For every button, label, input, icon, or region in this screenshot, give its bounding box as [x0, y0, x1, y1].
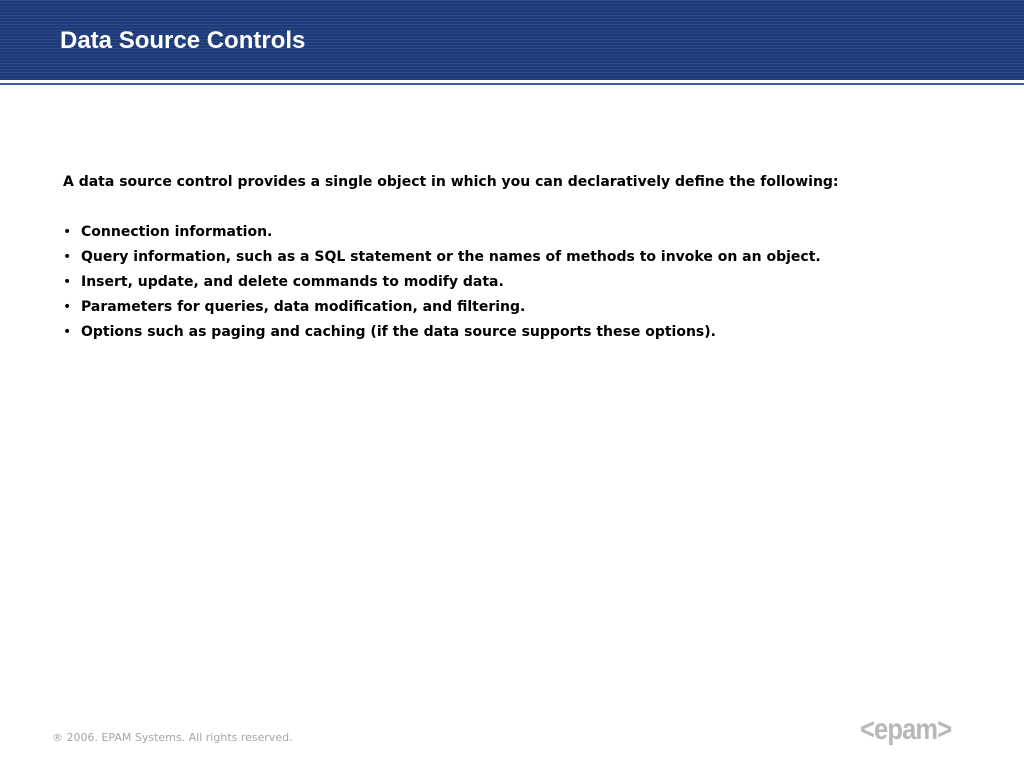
- intro-text: A data source control provides a single object in which you can declaratively define the following:: [63, 174, 839, 190]
- bullet-item: [63, 270, 821, 295]
- bullet-icon: •: [63, 249, 72, 265]
- bullet-text: Options such as paging and caching (if the data source supports these options).: [81, 324, 716, 340]
- bullet-text: Parameters for queries, data modification, and filtering.: [81, 299, 526, 315]
- slide-title: Data Source Controls: [60, 27, 306, 54]
- bullet-text: Connection information.: [81, 224, 273, 240]
- bullet-item: [63, 320, 821, 345]
- header-divider: [0, 80, 1024, 85]
- bullet-icon: •: [63, 324, 72, 340]
- epam-logo: <epam>: [860, 713, 952, 746]
- bullet-list: [63, 220, 821, 345]
- bullet-text: Insert, update, and delete commands to modify data.: [81, 274, 504, 290]
- header-band: [0, 0, 1024, 80]
- bullet-text: Query information, such as a SQL statement or the names of methods to invoke on an object.: [81, 249, 821, 265]
- bullet-item: [63, 245, 821, 270]
- bullet-icon: •: [63, 299, 72, 315]
- bullet-item: [63, 295, 821, 320]
- footer-copyright: ® 2006. EPAM Systems. All rights reserved.: [52, 731, 293, 744]
- bullet-item: [63, 220, 821, 245]
- bullet-icon: •: [63, 224, 72, 240]
- bullet-icon: •: [63, 274, 72, 290]
